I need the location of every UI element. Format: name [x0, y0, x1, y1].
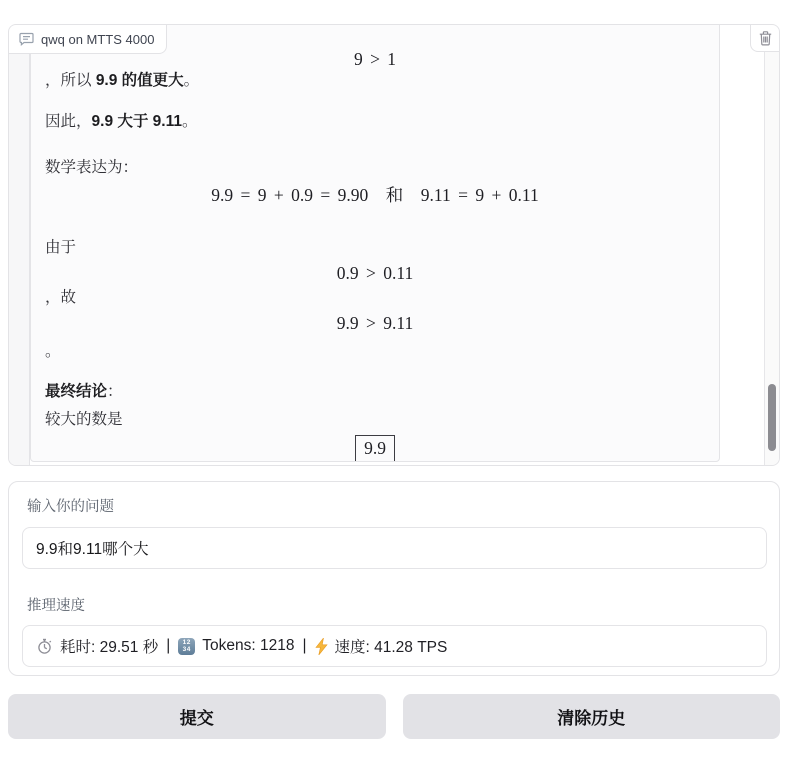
input-section	[8, 481, 780, 676]
chatbot-label-text: qwq on MTTS 4000	[41, 31, 155, 47]
numbers-icon-row: 34	[182, 646, 191, 653]
question-label: 输入你的问题	[27, 499, 114, 515]
trash-icon	[759, 31, 772, 46]
boxed-answer-line	[45, 435, 705, 462]
text-run: 。	[183, 72, 200, 89]
action-buttons-row	[8, 694, 780, 739]
paragraph: 数学表达为：	[45, 159, 139, 176]
paragraph	[45, 382, 705, 402]
paragraph	[45, 112, 705, 132]
metric-separator: |	[166, 637, 171, 654]
chat-scrollbar-thumb[interactable]	[768, 384, 776, 451]
paragraph: 由于	[45, 239, 77, 256]
app-page	[8, 24, 780, 739]
bold-text-run: 9.9 的值更大	[95, 72, 184, 89]
paragraph: 。	[45, 343, 61, 360]
chat-left-gutter	[9, 25, 30, 465]
metric-time: 耗时: 29.51 秒	[60, 639, 159, 656]
metric-tokens: Tokens: 1218	[202, 637, 295, 654]
chat-scrollbar-track[interactable]	[764, 25, 779, 465]
clear-chat-button[interactable]	[750, 24, 780, 52]
bold-text-run: 最终结论	[45, 383, 108, 400]
bold-text-run: 9.9 大于 9.11	[91, 113, 182, 130]
metric-tps: 速度: 41.28 TPS	[334, 639, 448, 656]
submit-button[interactable]: 提交	[8, 694, 386, 739]
metric-separator: |	[302, 637, 307, 654]
bot-message-bubble	[30, 24, 720, 462]
chat-output-panel	[8, 24, 780, 466]
math-display: 9.9 = 9 + 0.9 = 9.90 和 9.11 = 9 + 0.11	[211, 185, 539, 205]
question-input[interactable]	[22, 527, 767, 569]
lightning-icon	[315, 638, 328, 655]
text-run: ：	[107, 383, 123, 400]
numbers-icon-row: 12	[182, 639, 191, 646]
speed-label: 推理速度	[27, 598, 85, 614]
boxed-answer: 9.9	[355, 435, 395, 462]
math-display: 9 > 1	[353, 49, 397, 69]
chatbot-label	[8, 24, 167, 54]
text-run: 。	[182, 113, 198, 130]
chat-bubble-icon	[19, 32, 34, 46]
math-display: 9.9 > 9.11	[336, 313, 414, 333]
stopwatch-icon	[36, 638, 53, 655]
clear-history-button[interactable]: 清除历史	[403, 694, 781, 739]
paragraph	[45, 71, 705, 91]
paragraph: 较大的数是	[45, 411, 123, 428]
paragraph: ，故	[45, 289, 77, 306]
text-run: ，所以	[45, 72, 96, 89]
numbers-icon	[178, 638, 195, 655]
math-display: 0.9 > 0.11	[336, 263, 414, 283]
text-run: 因此，	[45, 113, 92, 130]
speed-metrics-box[interactable]	[22, 625, 767, 667]
